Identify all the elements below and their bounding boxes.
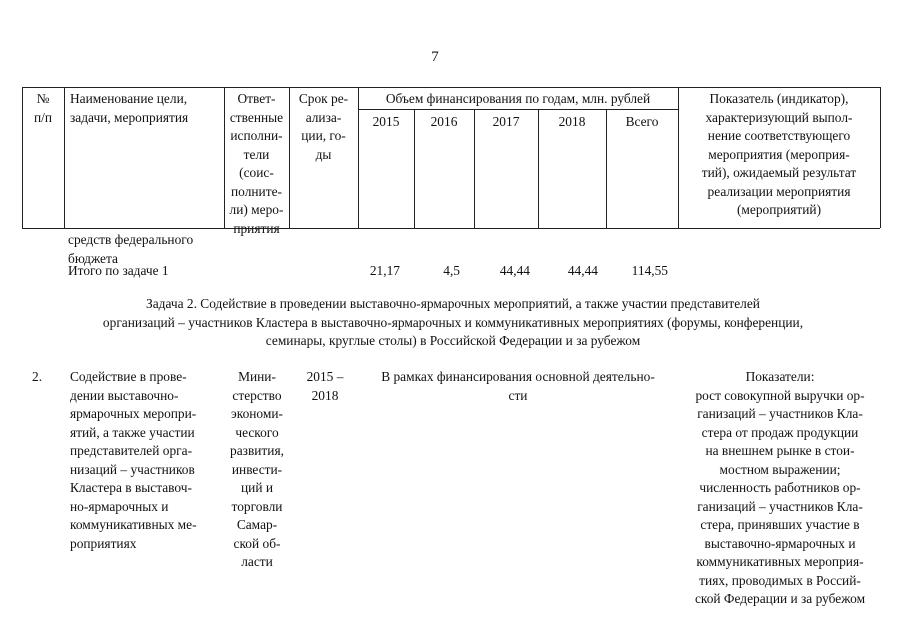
total-value-2017: 44,44	[499, 263, 530, 278]
total-value-all: 114,55	[631, 263, 668, 278]
item2-funding: В рамках финансирования основной деятельно- сти	[381, 369, 655, 403]
total-row-label: Итого по задаче 1	[68, 263, 169, 278]
total-value-2015: 21,17	[369, 263, 400, 278]
years-divider	[358, 109, 678, 110]
header-total: Всего	[625, 114, 659, 129]
header-responsible: Ответ- ственные исполни- тели (соис- полните- ли) меро- приятия	[229, 91, 284, 236]
header-number: № п/п	[33, 91, 53, 125]
header-year-2016: 2016	[430, 114, 458, 129]
header-name: Наименование цели, задачи, мероприятия	[70, 91, 189, 125]
item2-indicator: Показатели: рост совокупной выручки ор- ганизаций – участников Кла- стера от продаж продукции на внешнем рынке в стои- мостном выражении; численность работников ор- ганизаций – участников Кла- стера, принявших участие в выставочно-ярмарочных и коммуникативных мероприя- тиях, проводимых в Россий- ской Федерации и за рубежом	[694, 369, 866, 606]
header-funding: Объем финансирования по годам, млн. рублей	[385, 91, 651, 106]
header-year-2015: 2015	[372, 114, 400, 129]
task2-heading: Задача 2. Содействие в проведении выставочно-ярмарочных мероприятий, а также участии представителей организаций – участников Кластера в выставочно-ярмарочных и коммуникативных мероприятиях (форумы, конференции, семинары, круглые столы) в Российской Федерации и за рубежом	[102, 296, 804, 348]
item2-name: Содействие в прове- дении выставочно- ярмарочных меропри- ятий, а также участии представителей орга- низаций – участников Кластера в выставоч- но-ярмарочных и коммуникативных ме- роприятиях	[70, 369, 197, 551]
page-number: 7	[431, 49, 439, 65]
total-value-2016: 4,5	[443, 263, 460, 278]
header-year-2018: 2018	[558, 114, 586, 129]
table-header-bottom-border	[22, 228, 880, 229]
grid-line	[880, 87, 881, 228]
header-term: Срок ре- ализа- ции, го- ды	[298, 91, 349, 162]
total-value-2018: 44,44	[567, 263, 598, 278]
grid-line	[64, 87, 65, 228]
item2-term: 2015 – 2018	[306, 369, 344, 403]
item2-number: 2.	[32, 369, 43, 384]
item2-responsible: Мини- стерство экономи- ческого развития, инвести- ций и торговли Самар- ской об- ласти	[230, 369, 284, 569]
continued-text: средств федерального бюджета	[68, 232, 194, 266]
table-top-border	[22, 87, 880, 88]
header-year-2017: 2017	[492, 114, 520, 129]
header-indicator: Показатель (индикатор), характеризующий выпол- нение соответствующего мероприятия (мероприя- тий), ожидаемый результат реализации мероприятия (мероприятий)	[701, 91, 857, 217]
